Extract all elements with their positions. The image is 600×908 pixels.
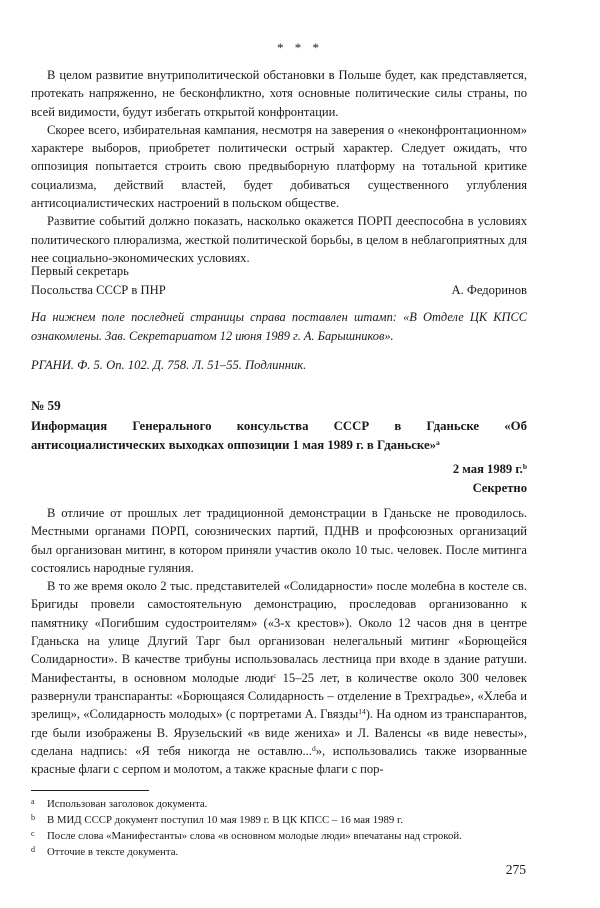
footnote-ref: d — [311, 743, 316, 753]
footnote-text: Отточие в тексте документа. — [47, 846, 179, 858]
section-separator: * * * — [277, 40, 323, 55]
paragraph: В отличие от прошлых лет традиционной демонстрации в Гданьске не проводилось. Местными органами ПОРП, союзнических партий, ПДНВ и профсоюзных организаций был организован митинг, в котором приняли участив около 10 тыс. человек. После митинга состоялись народные гуляния. — [31, 506, 527, 575]
footnote-ref: a — [436, 437, 440, 447]
text-run: 15–25 лет, в количестве около 300 человек развернули транспаранты: «Борющаяся Солидарность – отделение в Трехградье», «Хлеба и зрелищ», «Солидарность молодых» (с портретами А. Гвязды — [31, 670, 527, 722]
footnote — [31, 842, 551, 861]
paragraph: Скорее всего, избирательная кампания, несмотря на заверения о «неконфронтационном» характере выборов, приобретет политически острый характер. Следует ожидать, что оппозиция попытается строить свою предвыборную платформу на тотальной критике социализма, действий властей, будет добиваться существенного углубления антисоциалистических настроений в польском обществе. — [31, 122, 527, 211]
document-title — [31, 417, 527, 454]
document-title-text: Информация Генерального консульства СССР в Гданьске «Об антисоциалистических выходках оппозиции 1 мая 1989 г. в Гданьске» — [31, 419, 527, 452]
footnote-divider — [31, 790, 149, 791]
footnote-mark: d — [31, 845, 35, 854]
footnote-text: После слова «Манифестанты» слова «в основном молодые люди» впечатаны над строкой. — [47, 830, 462, 842]
closing-paragraphs — [31, 66, 527, 267]
text-run: », использовались также изорванные красные флаги с серпом и молотом, а также красные флаги с пор- — [31, 743, 527, 777]
footnote-ref: c — [273, 670, 277, 680]
signature-name: А. Федоринов — [451, 283, 527, 297]
signature-block — [31, 262, 527, 300]
document-number: № 59 — [31, 398, 61, 413]
stamp-note: На нижнем поле последней страницы справа поставлен штамп: «В Отделе ЦК КПСС ознакомлены. Зав. Секретариатом 12 июня 1989 г. А. Барышников». — [31, 310, 527, 343]
footnote-ref: 14 — [358, 707, 366, 717]
paragraph — [31, 577, 527, 778]
signature-organization: Посольства СССР в ПНР — [31, 283, 166, 297]
footnote-text: Использован заголовок документа. — [47, 798, 208, 810]
classification-label: Секретно — [472, 480, 527, 495]
text-run: ). На одном из транспарантов, где были изображены В. Ярузельский «в виде жениха» и Л. Валенсы «в виде невесты», сделана надпись: «Я тебя никогда не оставлю... — [31, 707, 527, 758]
signature-title: Первый секретарь — [31, 264, 129, 278]
archive-reference: РГАНИ. Ф. 5. Оп. 102. Д. 758. Л. 51–55. Подлинник. — [31, 358, 307, 372]
footnote-mark: b — [31, 813, 35, 822]
document-body — [31, 504, 527, 778]
page-number: 275 — [505, 862, 526, 877]
paragraph: Развитие событий должно показать, насколько окажется ПОРП дееспособна в условиях политического плюрализма, жесткой политической борьбы, в целом в неблагоприятных для нее социально-экономических условиях. — [31, 214, 527, 265]
document-header-right — [31, 460, 527, 497]
paragraph: В целом развитие внутриполитической обстановки в Польше будет, как представляется, протекать напряженно, не бесконфликтно, хотя основные политические силы страны, по всей видимости, будут избегать открытой конфронтации. — [31, 68, 527, 119]
footnote-text: В МИД СССР документ поступил 10 мая 1989 г. В ЦК КПСС – 16 мая 1989 г. — [47, 814, 403, 826]
document-date-line — [31, 460, 527, 479]
footnote-ref: b — [522, 462, 527, 471]
footnote-mark: a — [31, 797, 35, 806]
footnote-mark: c — [31, 829, 35, 838]
text-run: В то же время около 2 тыс. представителей «Солидарности» после молебна в костеле св. Бригиды провели самостоятельную демонстрацию, проследовав организованно к памятнику «Погибшим судостроителям» («3-х крестов»). Около 12 часов дня в центре Гданьска на улице Длугий Тарг был организован нелегальный митинг «Борющейся Солидарности». В качестве трибуны использовалась лестница при входе в здание ратуши. Манифестанты, в основном молодые люди — [31, 579, 527, 685]
document-date: 2 мая 1989 г. — [452, 462, 523, 476]
